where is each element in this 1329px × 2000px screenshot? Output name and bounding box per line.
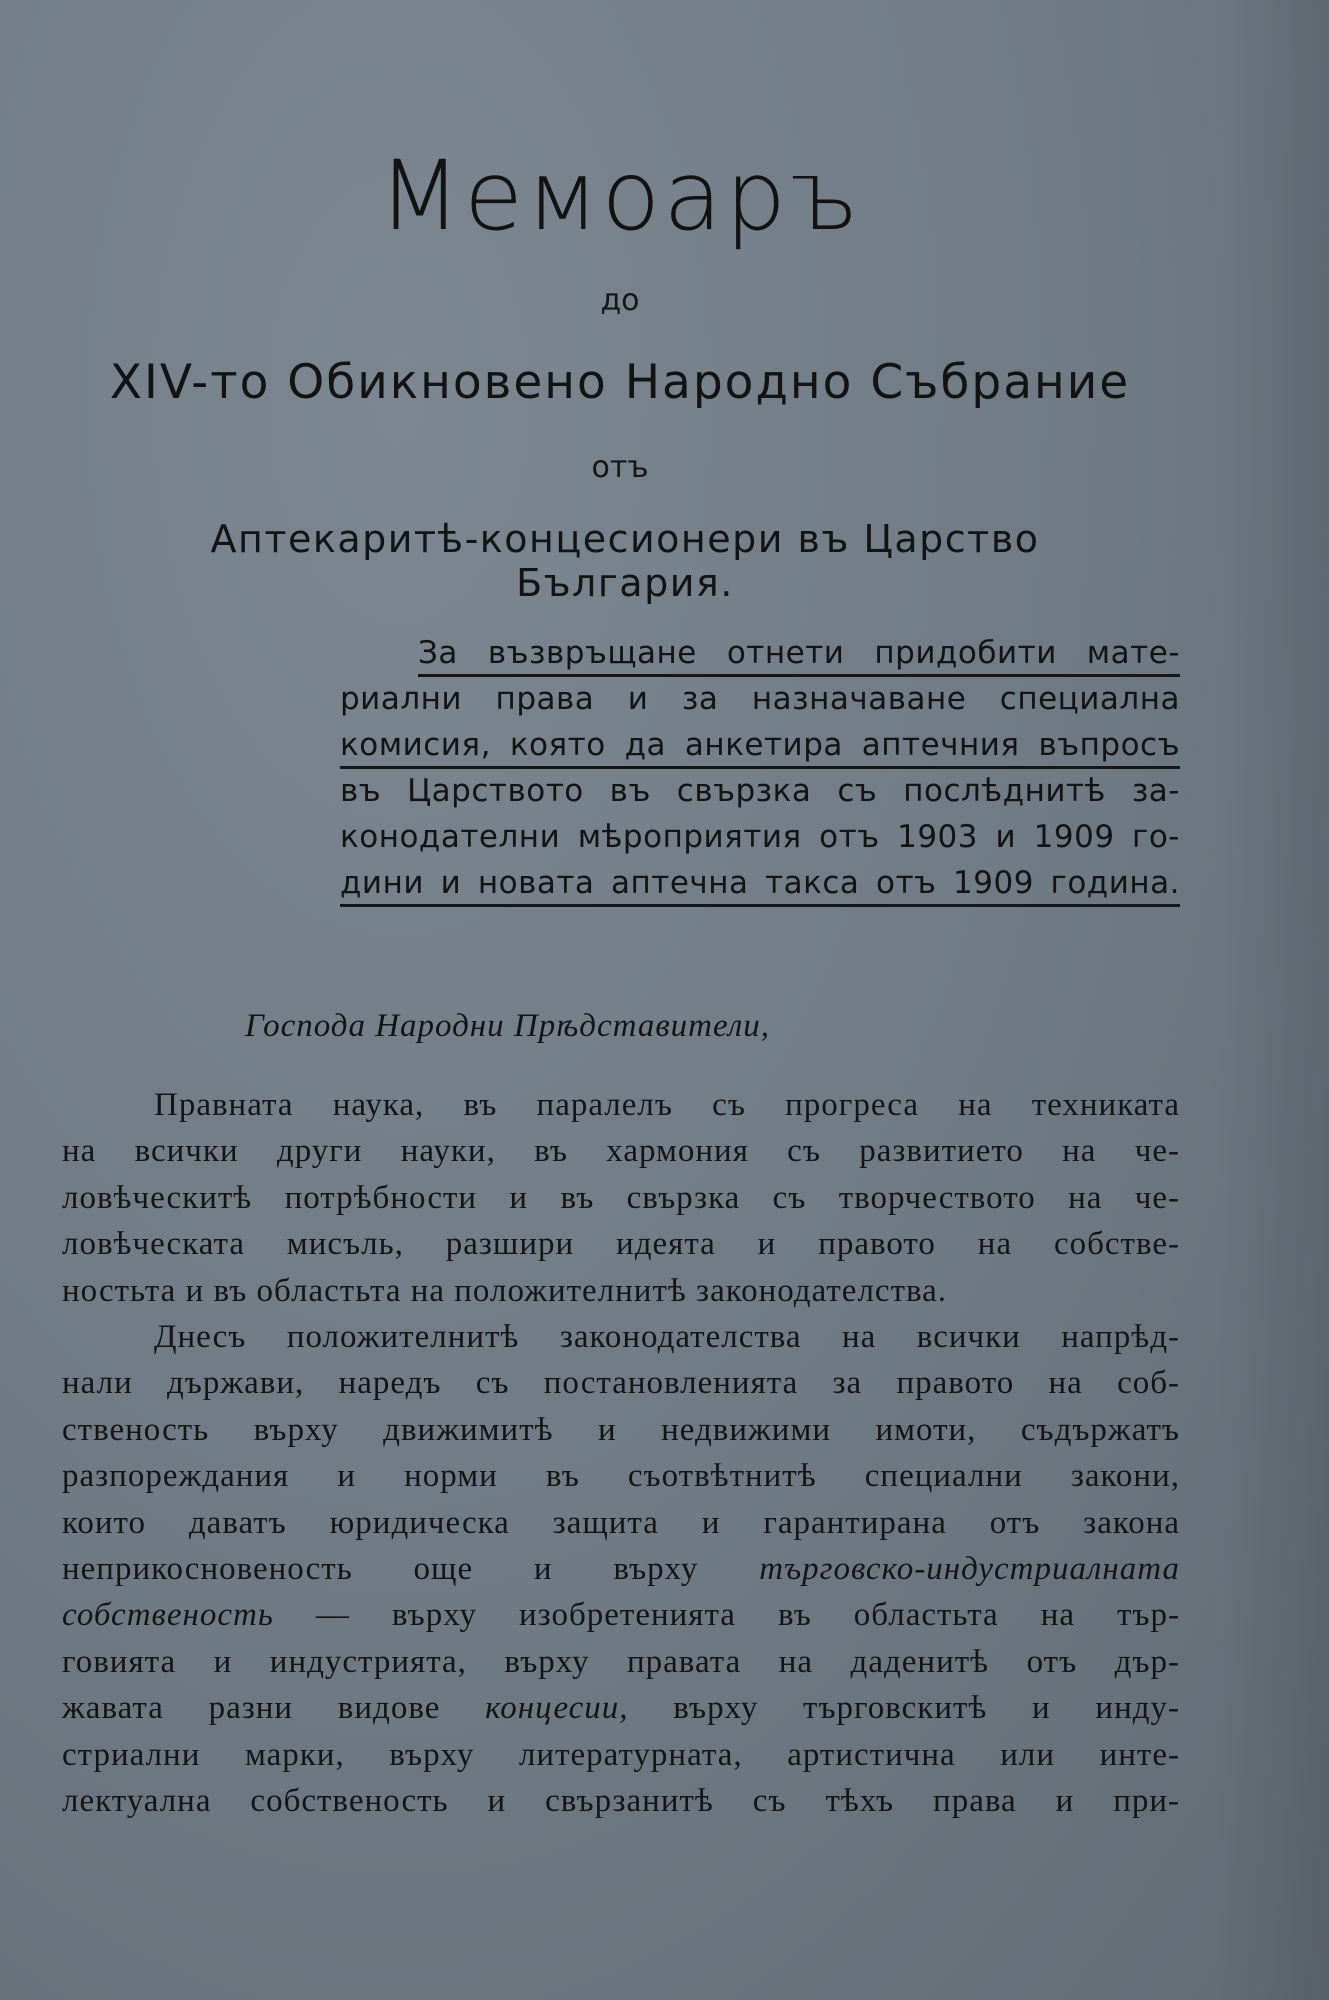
subject-line-text: риални права и за назначаване специална [340,681,1180,717]
subject-line [340,676,1180,722]
paragraph-line: ностьта и въ областьта на положителнитѣ законодателства. [62,1272,948,1309]
paragraph-line: ловѣческата мисъль, разшири идеята и правото на собстве- [62,1226,1180,1263]
document-title: Мемоаръ [378,140,862,252]
body-text [62,1082,1180,1825]
subject-line [340,768,1180,814]
paragraph-line [62,1685,1180,1731]
subject-block [340,630,1180,906]
paragraph-line: Правната наука, въ паралелъ съ прогреса на техниката [154,1087,1180,1123]
subject-line [340,860,1180,906]
subject-line [340,722,1180,768]
assembly-heading: XIV-то Обикновено Народно Събрание [109,355,1131,410]
paragraph-line: Днесъ положителнитѣ законодателства на всички напрѣд- [154,1319,1180,1356]
paragraph-line: разпореждания и норми въ съотвѣтнитѣ специални закони, [62,1458,1180,1495]
emphasis: собственость [62,1597,274,1634]
line-segment: — върху изобретенията въ областьта на тър- [273,1597,1180,1634]
subject-line-text: конодателни мѣроприятия отъ 1903 и 1909 го- [340,819,1180,855]
paragraph-line: лектуална собственость и свързанитѣ съ тѣхъ права и при- [62,1783,1180,1820]
salutation: Господа Народни Прѣдставители, [245,1008,770,1044]
emphasis: търговско-индустриалната [759,1551,1180,1588]
paragraph-line: които даватъ юридическа защита и гарантирана отъ закона [62,1504,1180,1541]
paragraph-line: ловѣческитѣ потрѣбности и въ свързка съ творчеството на че- [62,1179,1180,1216]
subject-line [340,814,1180,860]
page-edge-shadow [1219,0,1329,2000]
line-segment: неприкосновеность още и върху [62,1551,699,1588]
subject-line [340,630,1180,676]
emphasis: концесии, [485,1690,629,1727]
paragraph-line: на всички други науки, въ хармония съ развитието на че- [62,1133,1180,1170]
paragraph-line [62,1592,1180,1638]
subject-line-text: въ Царството въ свързка съ послѣднитѣ за- [340,773,1180,809]
authors-heading: Аптекаритѣ-концесионери въ Царство България. [210,517,1040,605]
paragraph-line: ственость върху движимитѣ и недвижими имоти, съдържатъ [62,1411,1180,1448]
to-label: до [600,283,640,318]
from-label: отъ [591,450,649,485]
line-segment: жавата разни видове [62,1690,441,1727]
subject-line-text: комисия, която да анкетира аптечния въпросъ [340,727,1180,769]
paragraph-line: стриални марки, върху литературната, артистична или инте- [62,1736,1180,1773]
subject-line-text: За възвръщане отнети придобити мате- [418,635,1180,677]
paragraph-line [62,1546,1180,1592]
subject-line-text: дини и новата аптечна такса отъ 1909 година. [340,865,1180,907]
paragraph-line: говията и индустрията, върху правата на даденитѣ отъ дър- [62,1643,1180,1680]
paragraph-line: нали държави, наредъ съ постановленията за правото на соб- [62,1365,1180,1402]
line-segment: върху търговскитѣ и инду- [628,1690,1181,1727]
